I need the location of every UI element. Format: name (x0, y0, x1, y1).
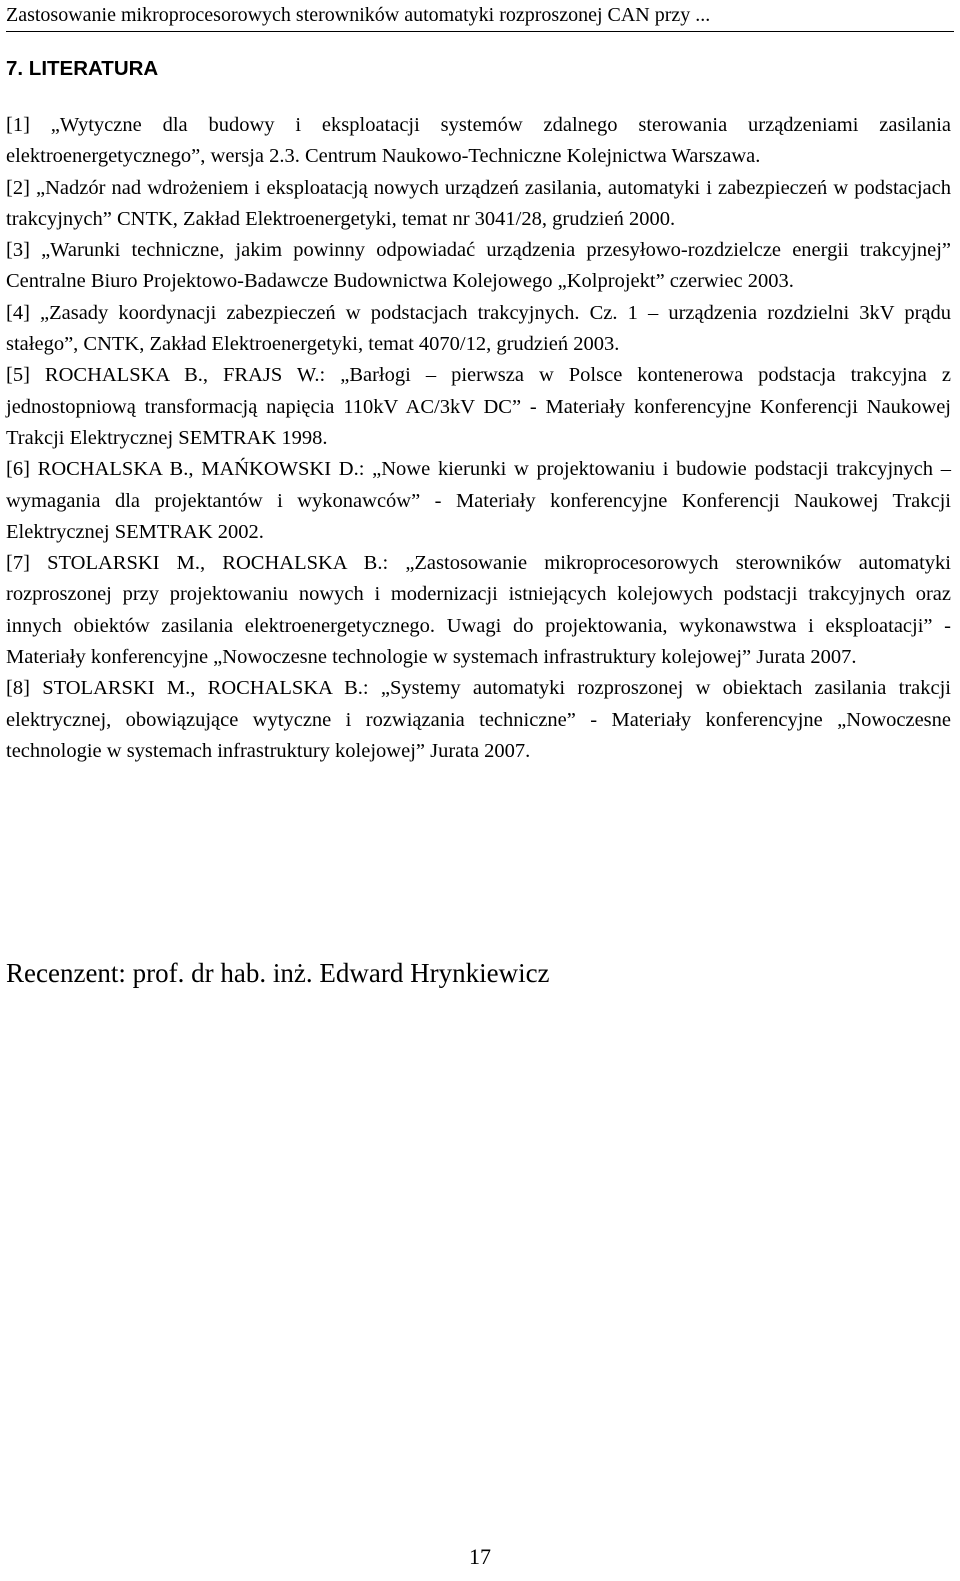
section-title: 7. LITERATURA (6, 57, 159, 80)
reference-item: [8] STOLARSKI M., ROCHALSKA B.: „Systemy automatyki rozproszonej w obiektach zasilania trakcji elektrycznej, obowiązujące wytyczne i rozwiązania techniczne” - Materiały konferencyjne „Nowoczesne technologie w systemach infrastruktury kolejowej” Jurata 2007. (6, 677, 951, 762)
reviewer-line: Recenzent: prof. dr hab. inż. Edward Hrynkiewicz (6, 958, 550, 988)
reference-item: [6] ROCHALSKA B., MAŃKOWSKI D.: „Nowe kierunki w projektowaniu i budowie podstacji trakcyjnych – wymagania dla projektantów i wykonawców” - Materiały konferencyjne Konferencji Naukowej Trakcji Elektrycznej SEMTRAK 2002. (6, 458, 951, 543)
reference-item: [4] „Zasady koordynacji zabezpieczeń w podstacjach trakcyjnych. Cz. 1 – urządzenia rozdzielni 3kV prądu stałego”, CNTK, Zakład Elektroenergetyki, temat 4070/12, grudzień 2003. (6, 301, 951, 356)
reference-item: [3] „Warunki techniczne, jakim powinny odpowiadać urządzenia przesyłowo-rozdzielcze energii trakcyjnej” Centralne Biuro Projektowo-Badawcze Budownictwa Kolejowego „Kolprojekt” czerwiec 2003. (6, 239, 951, 293)
reference-item: [1] „Wytyczne dla budowy i eksploatacji systemów zdalnego sterowania urządzeniami zasilania elektroenergetycznego”, wersja 2.3. Centrum Naukowo-Techniczne Kolejnictwa Warszawa. (6, 114, 951, 168)
page-number: 17 (469, 1544, 491, 1569)
reference-item: [5] ROCHALSKA B., FRAJS W.: „Barłogi – pierwsza w Polsce kontenerowa podstacja trakcyjna z jednostopniową transformacją napięcia 110kV AC/3kV DC” - Materiały konferencyjne Konferencji Naukowej Trakcji Elektrycznej SEMTRAK 1998. (6, 364, 951, 449)
reference-item: [7] STOLARSKI M., ROCHALSKA B.: „Zastosowanie mikroprocesorowych sterowników automatyki rozproszonej przy projektowaniu nowych i modernizacji istniejących kolejowych podstacji trakcyjnych oraz innych obiektów zasilania elektroenergetycznego. Uwagi do projektowania, wykonawstwa i eksploatacji” - Materiały konferencyjne „Nowoczesne technologie w systemach infrastruktury kolejowej” Jurata 2007. (6, 552, 951, 669)
reference-item: [2] „Nadzór nad wdrożeniem i eksploatacją nowych urządzeń zasilania, automatyki i zabezpieczeń w podstacjach trakcyjnych” CNTK, Zakład Elektroenergetyki, temat nr 3041/28, grudzień 2000. (6, 176, 951, 230)
header-divider (6, 31, 954, 32)
running-header: Zastosowanie mikroprocesorowych sterowników automatyki rozproszonej CAN przy ... (6, 4, 711, 26)
reference-list (6, 110, 951, 767)
